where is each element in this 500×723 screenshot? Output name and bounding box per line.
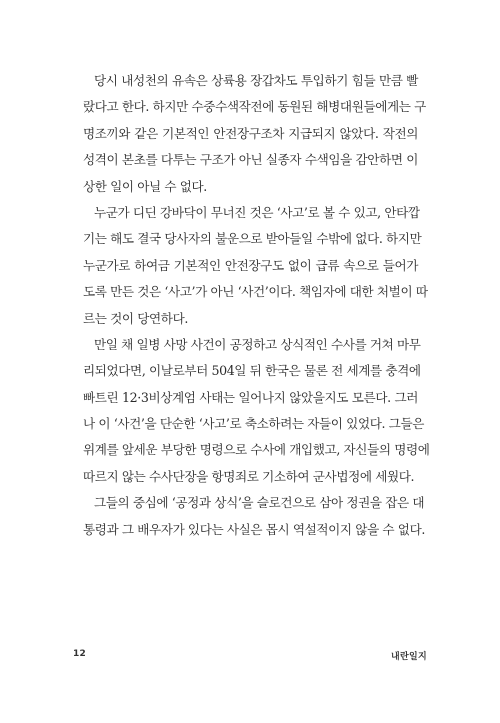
text-line: 도록 만든 것은 ‘사고’가 아닌 ‘사건’이다. 책임자에 대한 처벌이 따	[83, 284, 428, 300]
text-line: 빠트린 12·3비상계엄 사태는 일어나지 않았을지도 모른다. 그러	[83, 389, 418, 405]
text-line: 당시 내성천의 유속은 상륙용 장갑차도 투입하기 힘들 만큼 빨	[94, 73, 418, 88]
page-number: 12	[73, 649, 87, 659]
text-line: 누군가 디딘 강바닥이 무너진 것은 ‘사고’로 볼 수 있고, 안타깝	[94, 204, 420, 220]
text-line: 위계를 앞세운 부당한 명령으로 수사에 개입했고, 자신들의 명령에	[83, 442, 430, 458]
text-line: 랐다고 한다. 하지만 수중수색작전에 동원된 해병대원들에게는 구	[83, 99, 426, 115]
text-line: 따르지 않는 수사단장을 항명죄로 기소하여 군사법정에 세웠다.	[83, 468, 415, 484]
paragraph	[83, 200, 428, 332]
text-line: 통령과 그 배우자가 있다는 사실은 몹시 역설적이지 않을 수 없다.	[83, 521, 425, 537]
running-title: 내란일지	[391, 652, 427, 662]
text-line: 성격이 본초를 다투는 구조가 아닌 실종자 수색임을 감안하면 이	[83, 152, 418, 168]
paragraph	[83, 490, 425, 543]
text-line: 상한 일이 아닐 수 없다.	[83, 178, 207, 194]
text-line: 그들의 중심에 ‘공정과 상식’을 슬로건으로 삼아 정권을 잡은 대	[94, 495, 425, 511]
text-line: 르는 것이 당연하다.	[83, 310, 188, 326]
paragraph	[83, 332, 430, 490]
text-line: 누군가로 하여금 기본적인 안전장구도 없이 급류 속으로 들어가	[83, 257, 418, 273]
paragraph	[83, 68, 426, 200]
text-line: 기는 해도 결국 당사자의 불운으로 받아들일 수밖에 없다. 하지만	[83, 231, 422, 247]
text-line: 나 이 ‘사건’을 단순한 ‘사고’로 축소하려는 자들이 있었다. 그들은	[83, 416, 424, 432]
text-line: 만일 채 일병 사망 사건이 공정하고 상식적인 수사를 거쳐 마무	[94, 336, 421, 352]
text-line: 리되었다면, 이날로부터 504일 뒤 한국은 물론 전 세계를 충격에	[83, 363, 421, 379]
body-text	[83, 68, 430, 543]
text-line: 명조끼와 같은 기본적인 안전장구조차 지급되지 않았다. 작전의	[83, 125, 418, 141]
